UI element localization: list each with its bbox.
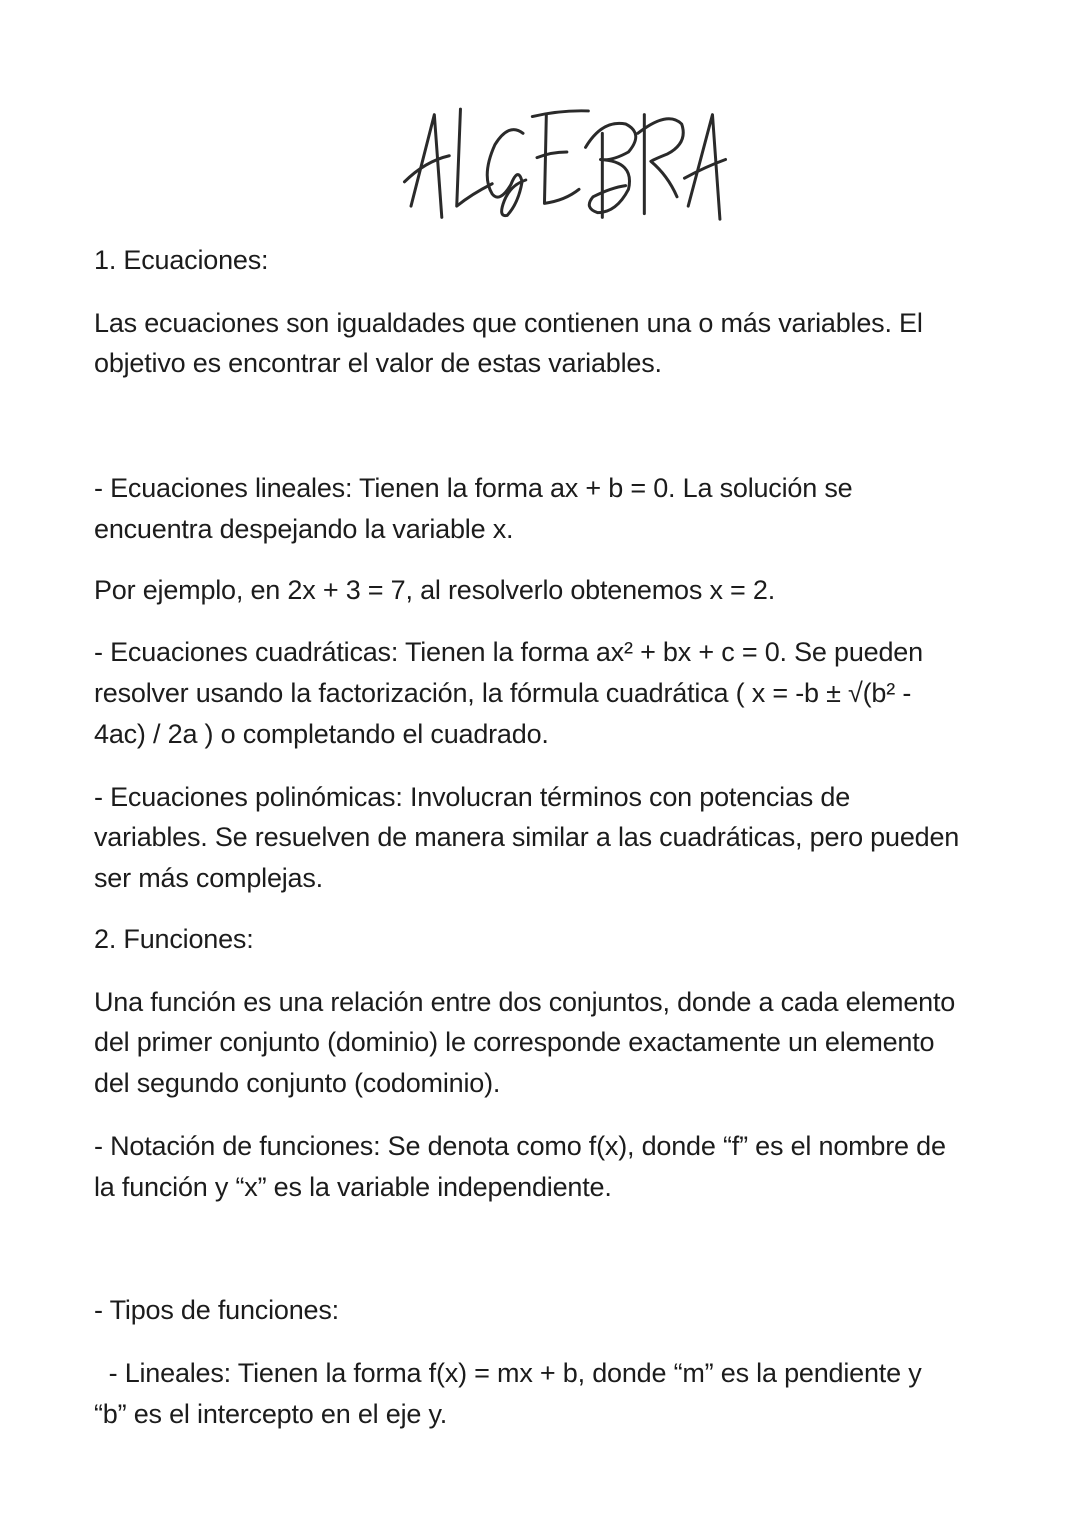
list-item-notacion-funciones: - Notación de funciones: Se denota como f(x), donde “f” es el nombre de (94, 1131, 946, 1161)
paragraph-line: del primer conjunto (dominio) le corresponde exactamente un elemento (94, 1027, 935, 1057)
section-heading-ecuaciones: 1. Ecuaciones: (94, 245, 269, 275)
example-line: Por ejemplo, en 2x + 3 = 7, al resolverlo obtenemos x = 2. (94, 575, 776, 605)
paragraph-line: encuentra despejando la variable x. (94, 514, 514, 544)
page-title (380, 96, 750, 236)
list-item-ecuaciones-polinomicas: - Ecuaciones polinómicas: Involucran términos con potencias de (94, 782, 851, 812)
paragraph-line: Una función es una relación entre dos conjuntos, donde a cada elemento (94, 987, 956, 1017)
paragraph-line: 4ac) / 2a ) o completando el cuadrado. (94, 719, 549, 749)
paragraph-line: del segundo conjunto (codominio). (94, 1068, 501, 1098)
paragraph-line: la función y “x” es la variable independiente. (94, 1172, 612, 1202)
list-item-tipos-funciones: - Tipos de funciones: (94, 1295, 339, 1325)
paragraph-line: objetivo es encontrar el valor de estas variables. (94, 348, 662, 378)
paragraph-line: “b” es el intercepto en el eje y. (94, 1399, 448, 1429)
handwritten-title-graphic (380, 96, 750, 236)
paragraph-line: resolver usando la factorización, la fórmula cuadrática ( x = -b ± √(b² - (94, 678, 912, 708)
paragraph-line: variables. Se resuelven de manera similar a las cuadráticas, pero pueden (94, 822, 960, 852)
section-heading-funciones: 2. Funciones: (94, 924, 254, 954)
paragraph-line: ser más complejas. (94, 863, 323, 893)
list-item-ecuaciones-cuadraticas: - Ecuaciones cuadráticas: Tienen la forma ax² + bx + c = 0. Se pueden (94, 637, 923, 667)
sub-list-item-lineales: - Lineales: Tienen la forma f(x) = mx + b, donde “m” es la pendiente y (94, 1358, 922, 1388)
list-item-ecuaciones-lineales: - Ecuaciones lineales: Tienen la forma ax + b = 0. La solución se (94, 473, 853, 503)
paragraph-line: Las ecuaciones son igualdades que contienen una o más variables. El (94, 308, 923, 338)
